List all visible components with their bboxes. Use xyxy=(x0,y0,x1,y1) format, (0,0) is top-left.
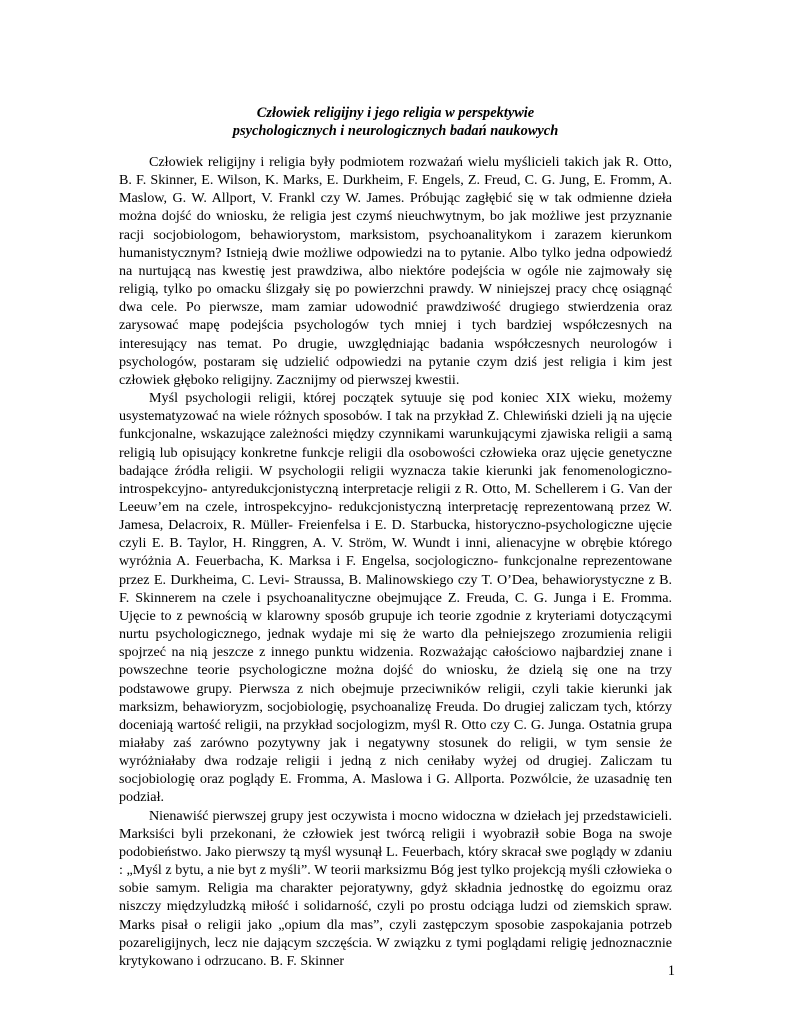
title-line-1: Człowiek religijny i jego religia w perspektywie xyxy=(256,105,535,121)
document-body xyxy=(119,153,672,970)
paragraph-2: Myśl psychologii religii, której początek sytuuje się pod koniec XIX wieku, możemy usystematyzować na wiele różnych sposobów. I tak na przykład Z. Chlewiński dzieli ją na ujęcie funkcjonalne, wskazujące zależności między czynnikami warunkującymi zjawiska religii a samą religią lub opisujący konkretne funkcje religii dla osobowości człowieka oraz ujęcie genetyczne badające źródła religii. W psychologii religii wyznacza takie kierunki jak fenomenologiczno- introspekcyjno- antyredukcjonistyczną interpretacje religii z R. Otto, M. Schellerem i G. Van der Leeuw’em na czele, introspekcyjno- redukcjonistyczną interpretację reprezentowaną przez W. Jamesa, Delacroix, R. Müller- Freienfelsa i E. D. Starbucka, historyczno-psychologiczne ujęcie czyli E. B. Taylor, H. Ringgren, A. V. Ström, W. Wundt i inni, alienacyjne w obrębie którego wyróżnia A. Feuerbacha, K. Marksa i F. Engelsa, socjologiczno- funkcjonalne reprezentowane przez E. Durkheima, C. Levi- Straussa, B. Malinowskiego czy T. O’Dea, behawiorystyczne z B. F. Skinnerem na czele i psychoanalityczne obejmujące Z. Freuda, C. G. Junga i E. Fromma. Ujęcie to z pewnością w klarowny sposób grupuje ich teorie zgodnie z kryteriami dotyczącymi nurtu psychologicznego, jednak wydaje mi się że warto dla pełniejszego zrozumienia religii spojrzeć na nią jeszcze z innego punktu widzenia. Rozważając całościowo najbardziej znane i powszechne teorie psychologiczne można dojść do wniosku, że dzielą się one na trzy podstawowe grupy. Pierwsza z nich obejmuje przeciwników religii, czyli takie kierunki jak marksizm, behawioryzm, socjobiologię, psychoanalizę Freuda. Do drugiej zaliczam tych, którzy doceniają wartość religii, na przykład socjologizm, myśl R. Otto czy C. G. Junga. Ostatnia grupa miałaby zaś zarówno pozytywny jak i negatywny stosunek do religii, w tym sensie że wyróżniałaby dwa rodzaje religii i jedną z nich ceniłaby wyżej od drugiej. Zaliczam tu socjobiologię oraz poglądy E. Fromma, A. Maslowa i G. Allporta. Pozwólcie, że uzasadnię ten podział. xyxy=(119,390,672,806)
page-number: 1 xyxy=(667,963,675,979)
document-title xyxy=(118,104,673,140)
title-line-2: psychologicznych i neurologicznych badań naukowych xyxy=(232,123,559,139)
paragraph-3: Nienawiść pierwszej grupy jest oczywista i mocno widoczna w dziełach jej przedstawicieli. Marksiści byli przekonani, że człowiek jest twórcą religii i wyobraził sobie Boga na swoje podobieństwo. Jako pierwszy tą myśl wysunął L. Feuerbach, który skracał swe poglądy w zdaniu : „Myśl z bytu, a nie byt z myśli”. W teorii marksizmu Bóg jest tylko projekcją myśli człowieka o sobie samym. Religia ma charakter pejoratywny, gdyż składnia jednostkę do egoizmu oraz niszczy międzyludzką miłość i solidarność, czyli po prostu odciąga ludzi od ziemskich spraw. Marks pisał o religii jako „opium dla mas”, czyli zastępczym sposobie zaspokajania potrzeb pozareligijnych, lecz nie dającym szczęścia. W związku z tymi poglądami religię jednoznacznie krytykowano i odrzucano. B. F. Skinner xyxy=(119,807,672,969)
paragraph-1: Człowiek religijny i religia były podmiotem rozważań wielu myślicieli takich jak R. Otto, B. F. Skinner, E. Wilson, K. Marks, E. Durkheim, F. Engels, Z. Freud, C. G. Jung, E. Fromm, A. Maslow, G. W. Allport, V. Frankl czy W. James. Próbując zagłębić się w tak odmienne dzieła można dojść do wniosku, że religia jest czymś nieuchwytnym, bo jak możliwe jest przyznanie racji socjobiologom, behawiorystom, marksistom, psychoanalitykom i zarazem kierunkom humanistycznym? Istnieją dwie możliwe odpowiedzi na to pytanie. Albo tylko jedna odpowiedź na nurtującą nas kwestię jest prawdziwa, albo niektóre podejścia w ogóle nie zajmowały się religią, tylko po omacku ślizgały się po powierzchni prawdy. W niniejszej pracy chcę osiągnąć dwa cele. Po pierwsze, mam zamiar udowodnić prawdziwość drugiego stwierdzenia oraz zarysować mapę podejścia psychologów tych mniej i tych bardziej współczesnych na interesujący nas temat. Po drugie, uwzględniając badania współczesnych neurologów i psychologów, postaram się udzielić odpowiedzi na pytanie czym dziś jest religia i kim jest człowiek głęboko religijny. Zacznijmy od pierwszej kwestii. xyxy=(119,154,672,388)
